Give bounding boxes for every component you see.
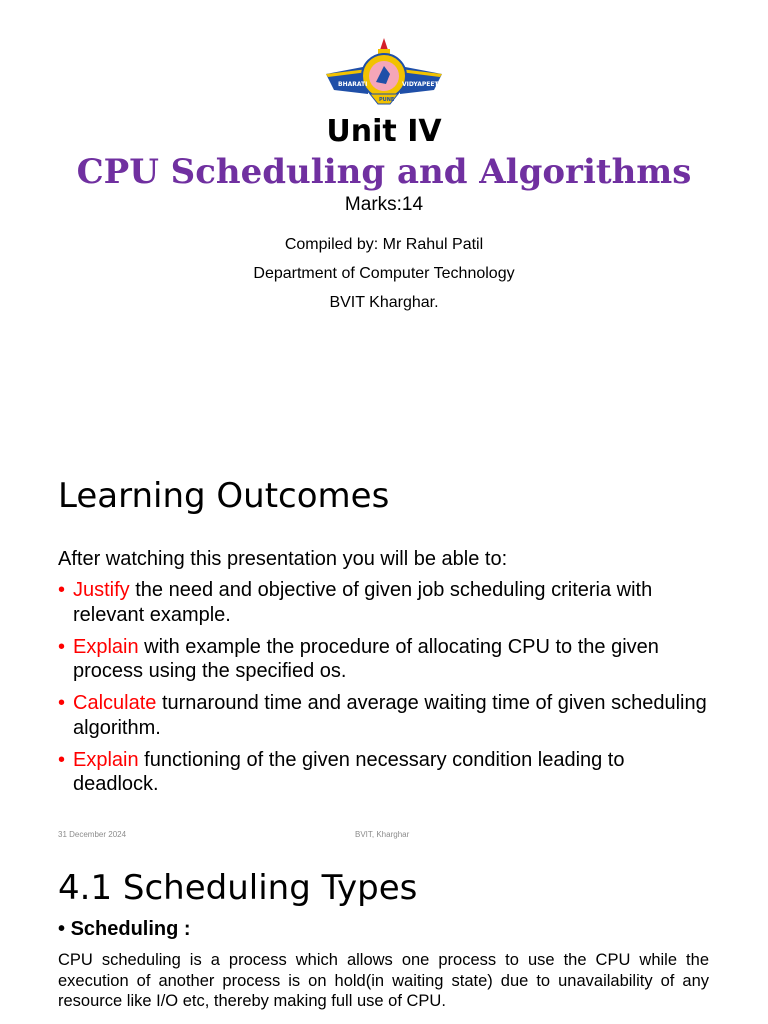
department: Department of Computer Technology [253,265,515,282]
logo-text-left: BHARATI [338,81,368,88]
presentation-title: CPU Scheduling and Algorithms [76,152,692,192]
list-item [58,578,708,627]
list-item [58,691,708,740]
slide-heading: 4.1 Scheduling Types [58,868,418,908]
sub-heading-text: Scheduling : [70,918,191,940]
outcome-text: functioning of the given necessary condition leading to deadlock. [73,748,625,795]
slide-heading: Learning Outcomes [58,476,390,516]
sub-heading-bullet [58,918,191,941]
footer-center: BVIT, Kharghar [355,830,410,839]
footer-date: 31 December 2024 [58,830,127,839]
bullet-icon: • [58,918,71,940]
title-slide [0,0,768,450]
scheduling-types-slide [0,860,768,1024]
list-item [58,748,708,797]
action-verb: Calculate [73,692,157,714]
learning-outcomes-slide [0,450,768,860]
body-paragraph: CPU scheduling is a process which allows one process to use the CPU while the execution of another process is on hold(in waiting state) due to unavailability of any resource like I/O etc, thereby making full use of CPU. [58,951,709,1010]
list-item [58,635,708,684]
outcome-text: the need and objective of given job scheduling criteria with relevant example. [73,579,653,626]
bullet-icon: • [58,635,66,658]
logo-text-right: VIDYAPEETH [402,81,444,88]
outcome-list [58,578,708,804]
logo-text-bottom: PUNE [379,97,395,103]
bullet-icon: • [58,579,66,601]
action-verb: Explain [73,635,139,658]
outcome-text: with example the procedure of allocating CPU to the given process using the specified os. [73,635,659,682]
marks-label: Marks:14 [344,194,424,215]
intro-text: After watching this presentation you will be able to: [58,548,508,570]
bullet-icon: • [58,748,66,771]
action-verb: Justify [73,579,130,601]
institution-logo-icon [324,36,444,106]
college: BVIT Kharghar. [329,294,439,311]
outcome-text: turnaround time and average waiting time of given scheduling algorithm. [73,692,707,739]
compiled-by: Compiled by: Mr Rahul Patil [284,236,484,253]
action-verb: Explain [73,748,139,771]
credits-block [0,230,768,317]
unit-title: Unit IV [326,114,442,149]
bullet-icon: • [58,692,66,714]
